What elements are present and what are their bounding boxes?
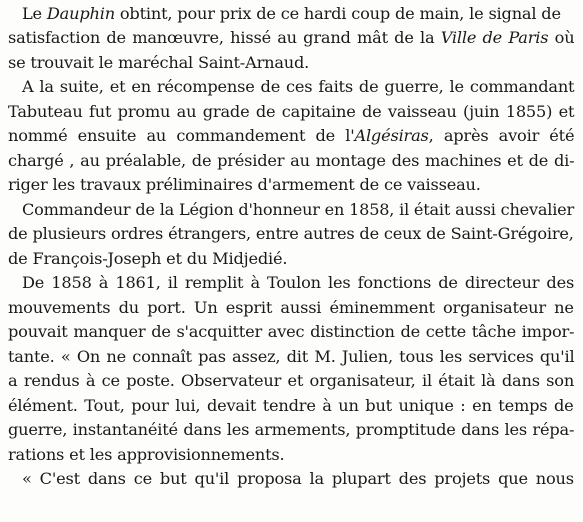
- text-run: Tabuteau fut promu au grade de capitaine de vaisseau (juin 1855) et: [8, 102, 575, 121]
- text-line: [8, 296, 574, 320]
- text-run: chargé , au préalable, de présider au montage des machines et de di-: [8, 151, 575, 170]
- text-line: [8, 418, 574, 442]
- text-run: tante. « On ne connaît pas assez, dit M. Julien, tous les services qu'il: [8, 347, 575, 366]
- text-line: [8, 222, 574, 246]
- text-run: Commandeur de la Légion d'honneur en 1858, il était aussi chevalier: [22, 200, 574, 219]
- text-run: où: [548, 28, 575, 47]
- paragraph-first-line: [22, 271, 574, 295]
- text-run: pouvait manquer de s'acquitter avec distinction de cette tâche impor-: [8, 322, 575, 341]
- text-run: satisfaction de manœuvre, hissé au grand mât de la: [8, 28, 441, 47]
- text-line: [8, 173, 481, 197]
- text-line: [8, 124, 574, 148]
- text-run: riger les travaux préliminaires d'armement de ce vaisseau.: [8, 175, 481, 194]
- text-run: de François-Joseph et du Midjedié.: [8, 249, 288, 268]
- text-run: rations et les approvisionnements.: [8, 445, 285, 464]
- text-line: [8, 26, 574, 50]
- text-run: mouvements du port. Un esprit aussi éminemment organisateur ne: [8, 298, 574, 317]
- text-line: [8, 443, 285, 467]
- text-run: De 1858 à 1861, il remplit à Toulon les fonctions de directeur des: [22, 273, 575, 292]
- text-run: de plusieurs ordres étrangers, entre autres de ceux de Saint-Grégoire,: [8, 224, 574, 243]
- text-run: Le: [22, 4, 47, 23]
- paragraph-first-line: [22, 467, 574, 491]
- text-line: [8, 100, 574, 124]
- text-run: nommé ensuite au commandement de l': [8, 126, 355, 145]
- text-line: [8, 345, 574, 369]
- text-line: [8, 394, 574, 418]
- paragraph-first-line: [22, 198, 574, 222]
- text-run: « C'est dans ce but qu'il proposa la plupart des projets que nous: [22, 469, 574, 488]
- italic-text: Ville de Paris: [440, 28, 549, 47]
- paragraph-first-line: [22, 75, 574, 99]
- paragraph-first-line: [22, 2, 561, 26]
- text-line: [8, 149, 574, 173]
- text-run: guerre, instantanéité dans les armements, promptitude dans les répa-: [8, 420, 575, 439]
- text-line: [8, 51, 309, 75]
- text-line: [8, 247, 287, 271]
- text-run: obtint, pour prix de ce hardi coup de main, le signal de: [114, 4, 561, 23]
- text-run: se trouvait le maréchal Saint-Arnaud.: [8, 53, 310, 72]
- text-line: [8, 369, 574, 393]
- italic-text: Algésiras: [354, 126, 429, 145]
- text-run: a rendus à ce poste. Observateur et organisateur, il était là dans son: [8, 371, 575, 390]
- text-line: [8, 320, 574, 344]
- text-run: élément. Tout, pour lui, devait tendre à un but unique : en temps de: [8, 396, 574, 415]
- text-run: A la suite, et en récompense de ces faits de guerre, le commandant: [22, 77, 575, 96]
- text-run: , après avoir été: [428, 126, 575, 145]
- italic-text: Dauphin: [46, 4, 115, 23]
